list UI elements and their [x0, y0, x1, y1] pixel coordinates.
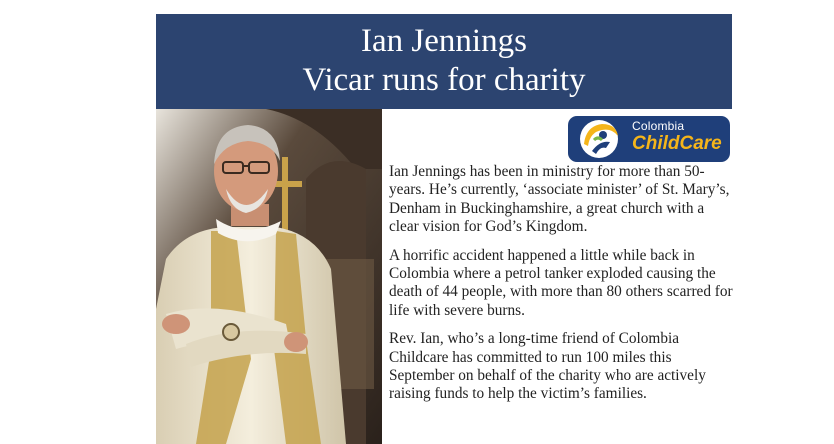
colombia-childcare-logo: [568, 116, 730, 162]
title-headline: Vicar runs for charity: [302, 62, 586, 98]
title-banner: [156, 14, 732, 109]
childcare-emblem-icon: [572, 118, 626, 160]
vicar-photo: [156, 109, 382, 444]
article-body: [389, 163, 734, 414]
title-name: Ian Jennings: [361, 23, 527, 59]
logo-text-colombia: Colombia: [632, 119, 685, 133]
article-paragraph: Ian Jennings has been in ministry for more than 50-years. He’s currently, ‘associate minister’ of St. Mary’s, Denham in Buckinghamshire, a great church with a clear vision for God’s Kingdom.: [389, 163, 730, 236]
article-paragraph: Rev. Ian, who’s a long-time friend of Colombia Childcare has committed to run 100 miles this September on behalf of the charity who are actively raising funds to help the victim’s families.: [389, 330, 706, 403]
article-paragraph: A horrific accident happened a little while back in Colombia where a petrol tanker exploded causing the death of 44 people, with more than 80 others scarred for life with severe burns.: [389, 246, 733, 319]
logo-text-childcare: ChildCare: [632, 133, 722, 154]
